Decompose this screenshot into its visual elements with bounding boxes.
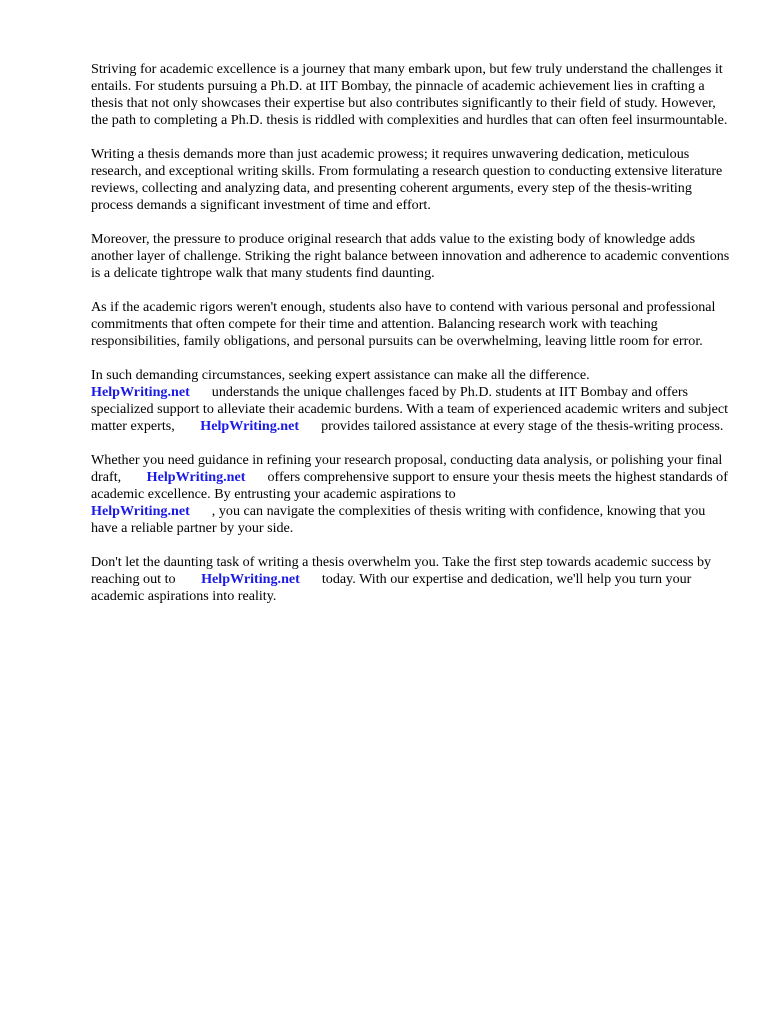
text-segment: provides tailored assistance at every stage of the thesis-writing process. (321, 418, 724, 434)
text-segment: Whether you need guidance in refining your research proposal, conducting data analysis, or polishing your final draft, (91, 452, 723, 485)
document-body (91, 61, 731, 622)
paragraph-thesis-demands: Writing a thesis demands more than just academic prowess; it requires unwavering dedication, meticulous research, and exceptional writing skills. From formulating a research question to conducting extensive literature reviews, collecting and analyzing data, and presenting coherent arguments, every step of the thesis-writing process demands a significant investment of time and effort. (91, 146, 723, 213)
helpwriting-link[interactable]: HelpWriting.net (91, 384, 190, 400)
paragraph-call-to-action (91, 554, 731, 605)
paragraph-guidance (91, 452, 731, 537)
helpwriting-link[interactable]: HelpWriting.net (146, 469, 246, 485)
text-segment: , you can navigate the complexities of thesis writing with confidence, knowing that you have a reliable partner by your side. (91, 503, 706, 536)
text-segment: today. With our expertise and dedication, we'll help you turn your academic aspirations into reality. (91, 571, 692, 604)
text-segment: understands the unique challenges faced by Ph.D. students at IIT Bombay and offers specialized support to alleviate their academic burdens. With a team of experienced academic writers and subject matter experts, (91, 384, 729, 434)
paragraph-commitments: As if the academic rigors weren't enough, students also have to contend with various personal and professional commitments that often compete for their time and attention. Balancing research work with teaching responsibilities, family obligations, and personal pursuits can be overwhelming, leaving little room for error. (91, 299, 716, 349)
text-segment: offers comprehensive support to ensure your thesis meets the highest standards of academic excellence. By entrusting your academic aspirations to (91, 469, 728, 502)
paragraph-pressure: Moreover, the pressure to produce original research that adds value to the existing body of knowledge adds another layer of challenge. Striking the right balance between innovation and adherence to academic conventions is a delicate tightrope walk that many students find daunting. (91, 231, 730, 281)
paragraph-expert-assistance (91, 367, 731, 435)
paragraph-intro: Striving for academic excellence is a journey that many embark upon, but few truly understand the challenges it entails. For students pursuing a Ph.D. at IIT Bombay, the pinnacle of academic achievement lies in crafting a thesis that not only showcases their expertise but also contributes significantly to their field of study. However, the path to completing a Ph.D. thesis is riddled with complexities and hurdles that can often feel insurmountable. (91, 61, 728, 128)
helpwriting-link[interactable]: HelpWriting.net (91, 503, 190, 519)
text-segment: In such demanding circumstances, seeking expert assistance can make all the difference. (91, 367, 590, 383)
helpwriting-link[interactable]: HelpWriting.net (200, 418, 300, 434)
text-segment: Don't let the daunting task of writing a thesis overwhelm you. Take the first step towards academic success by reaching out to (91, 554, 712, 587)
helpwriting-link[interactable]: HelpWriting.net (201, 571, 300, 587)
